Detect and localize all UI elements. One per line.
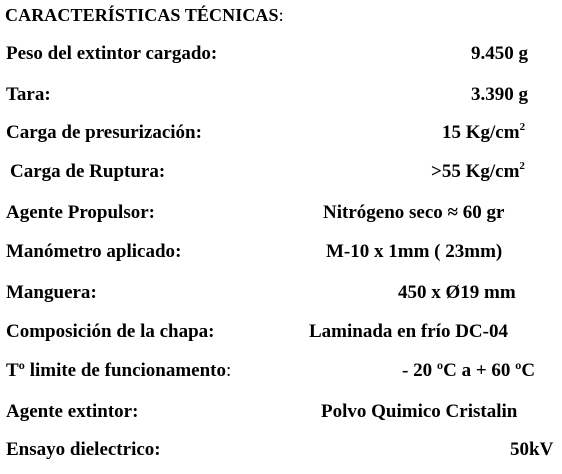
spec-row-sheet-composition xyxy=(0,320,562,344)
spec-value: Nitrógeno seco ≈ 60 gr xyxy=(323,202,505,223)
spec-row-pressurization-charge xyxy=(0,121,562,145)
spec-label xyxy=(6,400,138,424)
spec-value xyxy=(431,160,525,184)
spec-label-colon: : xyxy=(154,439,161,460)
spec-value-text: 15 Kg/cm xyxy=(442,122,520,143)
spec-value: 9.450 g xyxy=(471,43,528,64)
spec-label-colon: : xyxy=(90,282,97,303)
spec-label xyxy=(6,240,181,264)
spec-row-rupture-charge xyxy=(0,160,562,184)
spec-label-text: Tº limite de funcionamento xyxy=(6,360,227,381)
spec-label xyxy=(10,160,165,184)
spec-value: 450 x Ø19 mm xyxy=(398,282,516,303)
spec-label-colon: : xyxy=(195,122,202,143)
spec-value: 3.390 g xyxy=(471,84,528,105)
spec-label-colon: : xyxy=(44,84,51,105)
spec-row-operating-temperature xyxy=(0,359,562,383)
spec-label-text: Peso del extintor cargado xyxy=(6,43,211,64)
spec-label-text: Ensayo dielectrico xyxy=(6,439,155,460)
spec-label xyxy=(6,359,231,383)
spec-title-text: CARACTERÍSTICAS TÉCNICAS xyxy=(5,5,279,25)
spec-label-text: Carga de presurización xyxy=(6,122,196,143)
spec-label-colon: : xyxy=(208,321,215,342)
spec-label xyxy=(6,201,155,225)
spec-label-text: Composición de la chapa xyxy=(6,321,209,342)
spec-value: 50kV xyxy=(510,439,554,460)
spec-title-colon: : xyxy=(278,5,284,25)
spec-value xyxy=(442,121,525,145)
spec-label-colon: : xyxy=(148,202,155,223)
spec-label-colon: : xyxy=(226,360,232,381)
spec-label-text: Agente Propulsor xyxy=(6,202,149,223)
spec-value-text: >55 Kg/cm xyxy=(431,161,520,182)
superscript-exponent: 2 xyxy=(519,159,525,172)
spec-label-colon: : xyxy=(132,401,139,422)
spec-label xyxy=(6,42,217,66)
spec-row-pressure-gauge xyxy=(0,240,562,264)
spec-row-extinguishing-agent xyxy=(0,400,562,424)
spec-value: Laminada en frío DC-04 xyxy=(309,321,508,342)
spec-label-colon: : xyxy=(175,241,182,262)
spec-label xyxy=(6,121,202,145)
spec-row-weight xyxy=(0,42,562,66)
superscript-exponent: 2 xyxy=(519,120,526,133)
spec-row-tare xyxy=(0,83,562,107)
spec-value: Polvo Quimico Cristalin xyxy=(321,401,518,422)
spec-label-colon: : xyxy=(158,161,166,182)
spec-value: - 20 ºC a + 60 ºC xyxy=(402,360,536,381)
spec-row-hose xyxy=(0,281,562,305)
spec-label xyxy=(6,320,215,344)
spec-title xyxy=(5,4,284,26)
spec-label xyxy=(6,438,161,462)
spec-label-text: Carga de Ruptura xyxy=(10,161,159,182)
spec-label-colon: : xyxy=(210,43,218,64)
spec-label-text: Manguera xyxy=(6,282,91,303)
spec-value: M-10 x 1mm ( 23mm) xyxy=(326,241,503,262)
spec-label-text: Manómetro aplicado xyxy=(6,241,176,262)
spec-row-dielectric-test xyxy=(0,438,562,462)
spec-row-propellant xyxy=(0,201,562,225)
spec-label-text: Agente extintor xyxy=(6,401,133,422)
spec-label xyxy=(6,281,97,305)
spec-label-text: Tara xyxy=(6,84,45,105)
spec-label xyxy=(6,83,51,107)
